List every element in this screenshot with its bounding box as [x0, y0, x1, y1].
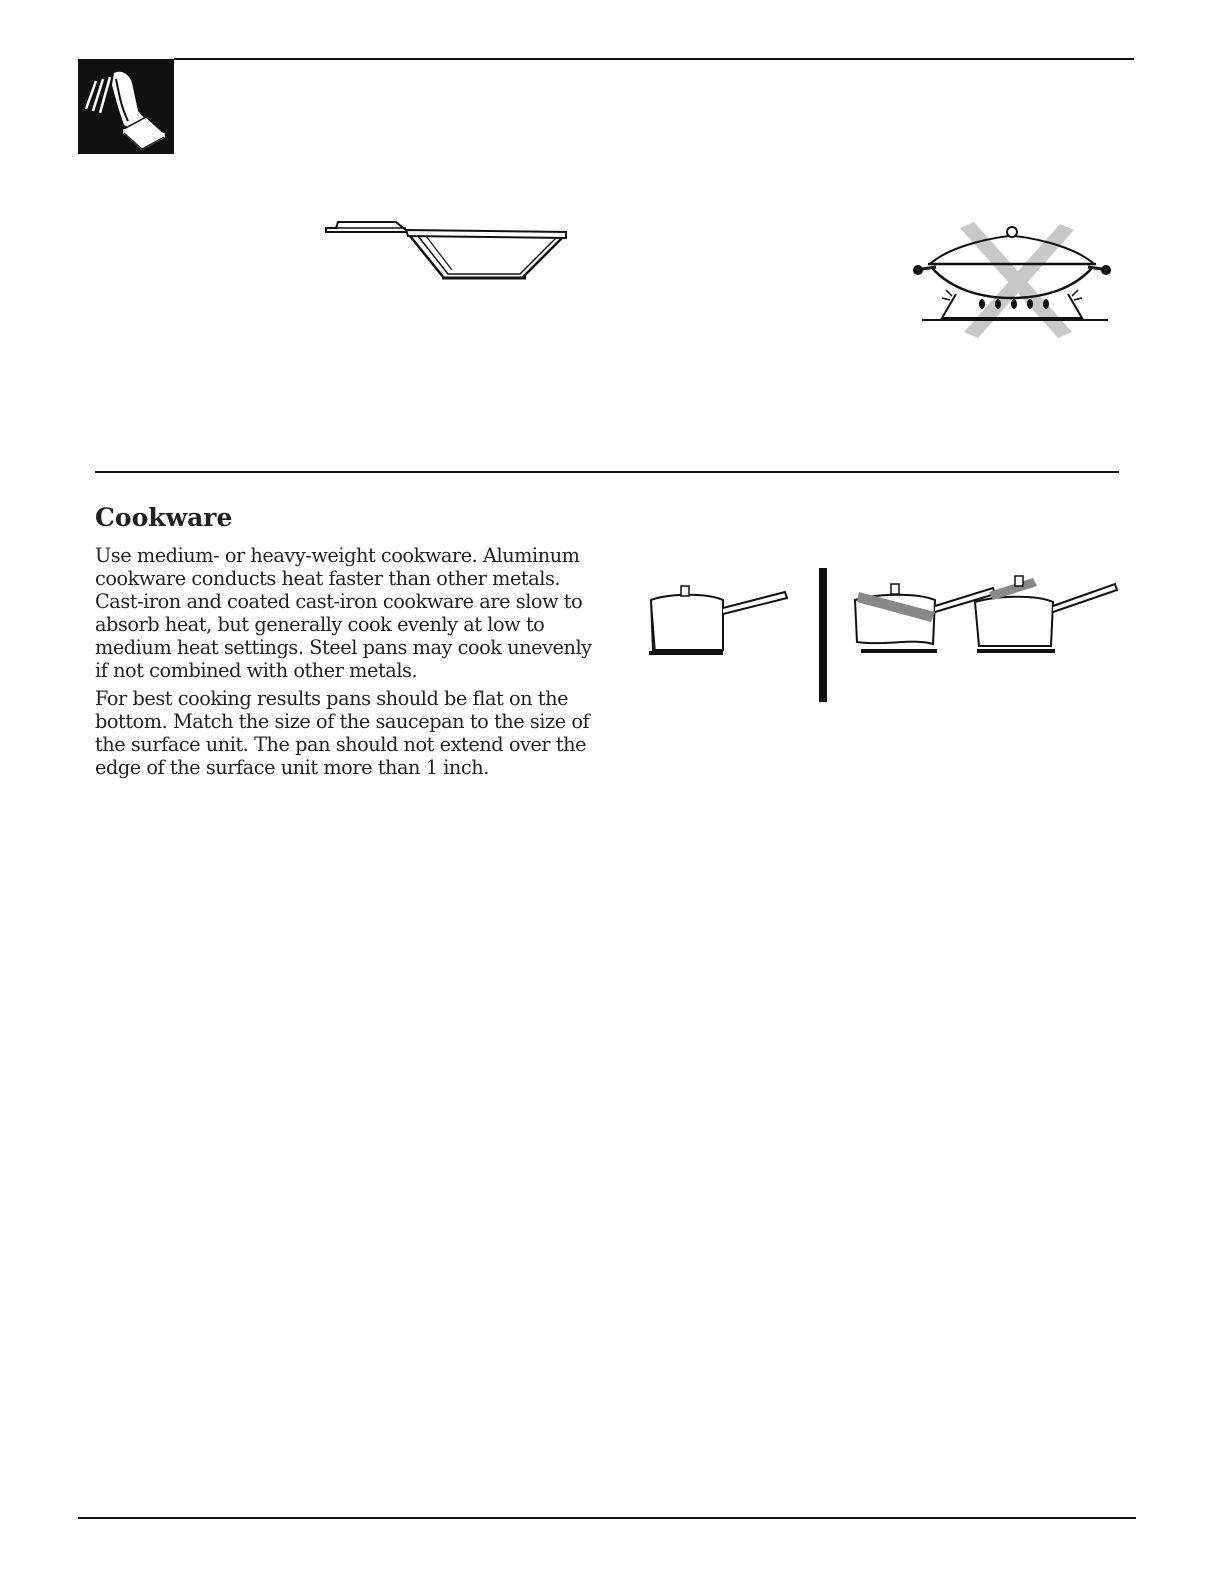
text-line: medium heat settings. Steel pans may cook unevenly	[95, 636, 592, 659]
frying-pan-illustration	[322, 214, 572, 284]
text-line: cookware conducts heat faster than other metals.	[95, 567, 561, 590]
wok-on-ring-crossed-out-illustration	[912, 214, 1112, 344]
cookware-paragraph-2	[95, 687, 590, 779]
text-line: bottom. Match the size of the saucepan to the size of	[95, 710, 590, 733]
text-line: the surface unit. The pan should not extend over the	[95, 733, 587, 756]
text-line: For best cooking results pans should be flat on the	[95, 687, 569, 710]
section-divider	[95, 471, 1119, 473]
saucepan-incorrect-warped	[855, 584, 995, 651]
cookware-paragraph-1	[95, 544, 592, 682]
footer-rule	[78, 1517, 1136, 1519]
top-rule	[174, 58, 1134, 60]
hand-pressing-button-icon	[78, 59, 174, 154]
text-line: Cast-iron and coated cast-iron cookware are slow to	[95, 590, 583, 613]
saucepan-correct-vs-incorrect-illustration	[645, 566, 1125, 706]
section-heading: Cookware	[95, 503, 233, 532]
saucepan-incorrect-small-burner	[975, 576, 1117, 651]
saucepan-correct	[649, 586, 787, 653]
text-line: Use medium- or heavy-weight cookware. Aluminum	[95, 544, 580, 567]
text-line: absorb heat, but generally cook evenly at low to	[95, 613, 545, 636]
text-line: if not combined with other metals.	[95, 659, 418, 682]
text-line: edge of the surface unit more than 1 inch.	[95, 756, 489, 779]
